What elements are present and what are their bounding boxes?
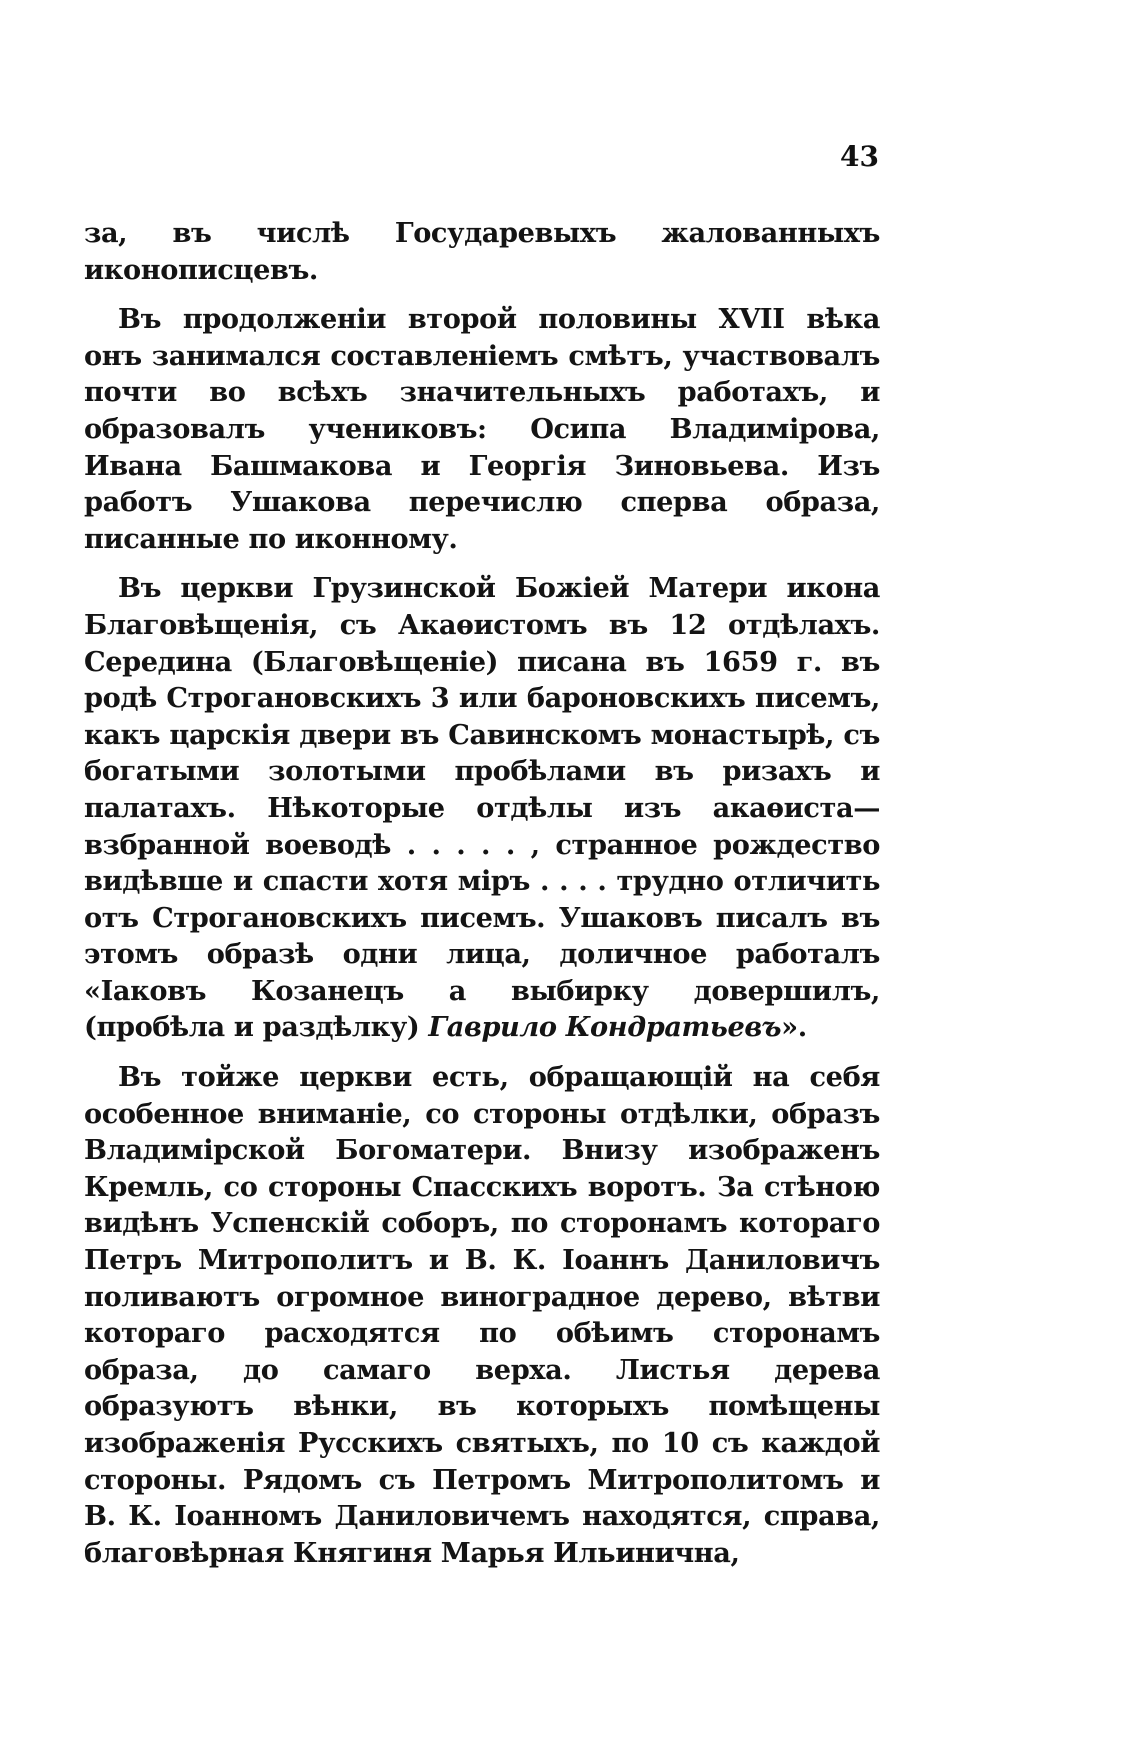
body-text xyxy=(84,215,880,1571)
paragraph-1: за, въ числѣ Государевыхъ жалованныхъ иконописцевъ. xyxy=(84,217,880,286)
italic-name: Гаврило Кондратьевъ xyxy=(428,1011,782,1044)
paragraph-3-text: Въ церкви Грузинской Божіей Матери икона Благовѣщенія, съ Акаѳистомъ въ 12 отдѣлахъ. Середина (Благовѣщеніе) писана въ 1659 г. въ родѣ Строгановскихъ 3 или бароновскихъ писемъ, какъ царскія двери въ Савинскомъ монастырѣ, съ богатыми золотыми пробѣлами въ ризахъ и палатахъ. Нѣкоторые отдѣлы изъ акаѳиста—взбранной воеводѣ . . . . . , странное рождество видѣвше и спасти хотя міръ . . . . трудно отличить отъ Строгановскихъ писемъ. Ушаковъ писалъ въ этомъ образѣ одни лица, доличное работалъ «Іаковъ Козанецъ а выбирку довершилъ, (пробѣла и раздѣлку) xyxy=(84,572,880,1044)
paragraph-3-end: ». xyxy=(781,1011,807,1044)
paragraph-4: Въ тойже церкви есть, обращающій на себя особенное вниманіе, со стороны отдѣлки, образъ Владимірской Богоматери. Внизу изображенъ Кремль, со стороны Спасскихъ воротъ. За стѣною видѣнъ Успенскій соборъ, по сторонамъ котораго Петръ Митрополитъ и В. К. Іоаннъ Даниловичъ поливаютъ огромное виноградное дерево, вѣтви котораго расходятся по обѣимъ сторонамъ образа, до самаго верха. Листья дерева образуютъ вѣнки, въ которыхъ помѣщены изображенія Русскихъ святыхъ, по 10 съ каждой стороны. Рядомъ съ Петромъ Митрополитомъ и В. К. Іоанномъ Даниловичемъ находятся, справа, благовѣрная Княгиня Марья Ильинична, xyxy=(84,1061,880,1569)
paragraph-3 xyxy=(84,570,880,1046)
page-number: 43 xyxy=(840,140,879,173)
paragraph-2: Въ продолженіи второй половины XVII вѣка онъ занимался составленіемъ смѣтъ, участвовалъ почти во всѣхъ значительныхъ работахъ, и образовалъ учениковъ: Осипа Владимірова, Ивана Башмакова и Георгія Зиновьева. Изъ работъ Ушакова перечислю сперва образа, писанные по иконному. xyxy=(84,303,880,555)
